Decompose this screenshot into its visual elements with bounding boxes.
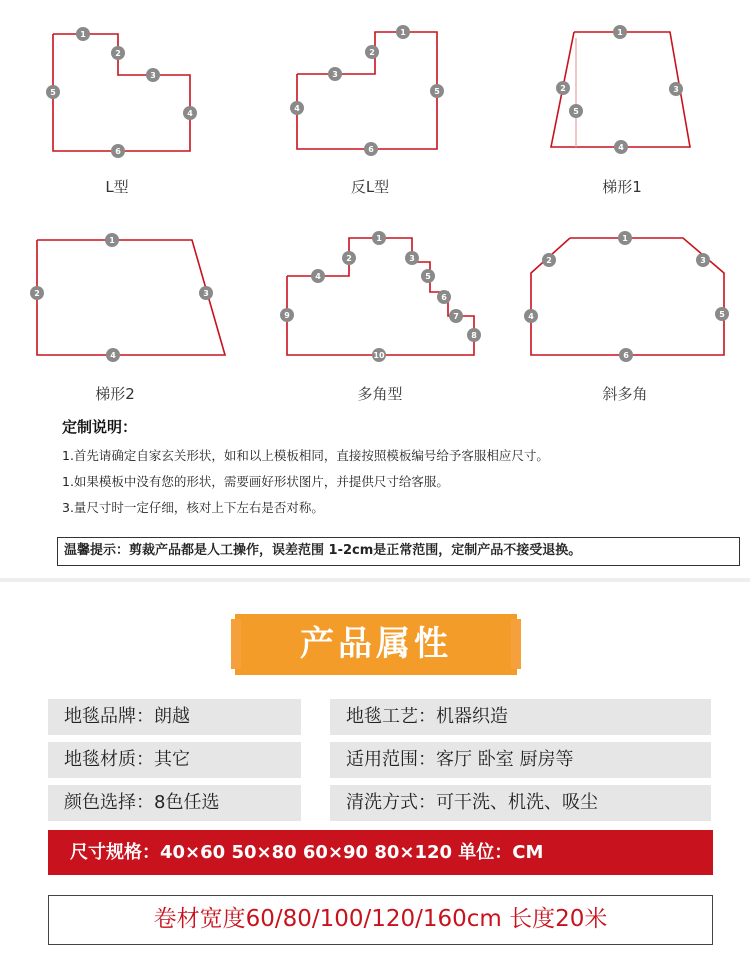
- attr-color: 颜色选择：8色任选: [48, 785, 301, 821]
- attr-usage: 适用范围：客厅 卧室 厨房等: [330, 742, 711, 778]
- side-marker-label: 4: [528, 312, 534, 321]
- section-divider: [0, 578, 750, 582]
- side-marker-label: 6: [368, 145, 374, 154]
- section-banner: [235, 614, 517, 675]
- note-line-2: 1.如果模板中没有您的形状，需要画好形状图片，并提供尺寸给客服。: [62, 474, 449, 489]
- side-marker-label: 4: [315, 272, 321, 281]
- notes-title: 定制说明：: [62, 418, 138, 436]
- side-marker-label: 8: [471, 331, 477, 340]
- side-marker-label: 4: [294, 104, 300, 113]
- side-marker-label: 5: [425, 272, 431, 281]
- side-marker-label: 5: [434, 87, 440, 96]
- size-spec-bar: 尺寸规格：40×60 50×80 60×90 80×120 单位：CM: [48, 830, 713, 875]
- side-marker-label: 7: [453, 312, 459, 321]
- side-marker-label: 2: [346, 254, 352, 263]
- side-marker-label: 6: [115, 147, 121, 156]
- side-marker-label: 3: [150, 71, 156, 80]
- side-marker-label: 4: [618, 143, 624, 152]
- attr-cleaning: 清洗方式：可干洗、机洗、吸尘: [330, 785, 711, 821]
- side-marker-label: 4: [187, 109, 193, 118]
- side-marker-label: 1: [622, 234, 628, 243]
- attr-brand: 地毯品牌：朗越: [48, 699, 301, 735]
- attr-material: 地毯材质：其它: [48, 742, 301, 778]
- shape-label-trapezoid-1: 梯形1: [602, 178, 642, 196]
- side-marker-label: 5: [573, 107, 579, 116]
- side-marker-label: 9: [284, 311, 290, 320]
- shape-label-reverse-l: 反L型: [350, 178, 390, 196]
- side-marker-label: 2: [115, 49, 121, 58]
- side-marker-label: 2: [546, 256, 552, 265]
- warm-tip: 温馨提示：剪裁产品都是人工操作，误差范围 1-2cm是正常范围，定制产品不接受退换。: [57, 537, 740, 566]
- side-marker-label: 2: [34, 289, 40, 298]
- custom-notes: [62, 416, 742, 524]
- note-line-3: 3.量尺寸时一定仔细，核对上下左右是否对称。: [62, 500, 324, 515]
- side-marker-label: 3: [203, 289, 209, 298]
- shape-label-oblique-multi: 斜多角: [602, 385, 648, 403]
- attr-craft: 地毯工艺：机器织造: [330, 699, 711, 735]
- side-marker-label: 2: [369, 48, 375, 57]
- side-marker-label: 3: [409, 254, 415, 263]
- side-marker-label: 3: [332, 70, 338, 79]
- shape-label-l: L型: [105, 178, 129, 196]
- side-marker-label: 6: [623, 351, 629, 360]
- side-marker-label: 1: [617, 28, 623, 37]
- shape-outline-trapezoid-2: [37, 240, 225, 355]
- note-line-1: 1.首先请确定自家玄关形状，如和以上模板相同，直接按照模板编号给予客服相应尺寸。: [62, 448, 549, 463]
- side-marker-label: 1: [80, 30, 86, 39]
- side-marker-label: 5: [50, 88, 56, 97]
- roll-spec-box: 卷材宽度60/80/100/120/160cm 长度20米: [48, 895, 713, 945]
- side-marker-label: 6: [441, 293, 447, 302]
- shape-outline-oblique-multi: [531, 238, 724, 355]
- side-marker-label: 1: [376, 234, 382, 243]
- side-marker-label: 4: [110, 351, 116, 360]
- side-marker-label: 5: [719, 310, 725, 319]
- section-title: 产品属性: [300, 624, 452, 664]
- side-marker-label: 3: [673, 85, 679, 94]
- side-marker-label: 10: [373, 351, 385, 360]
- shape-templates-diagram: [0, 0, 750, 410]
- side-marker-label: 1: [109, 236, 115, 245]
- shape-label-multi-angle: 多角型: [357, 385, 403, 403]
- side-marker-label: 3: [700, 256, 706, 265]
- side-marker-label: 1: [400, 28, 406, 37]
- side-marker-label: 2: [560, 84, 566, 93]
- shape-label-trapezoid-2: 梯形2: [95, 385, 135, 403]
